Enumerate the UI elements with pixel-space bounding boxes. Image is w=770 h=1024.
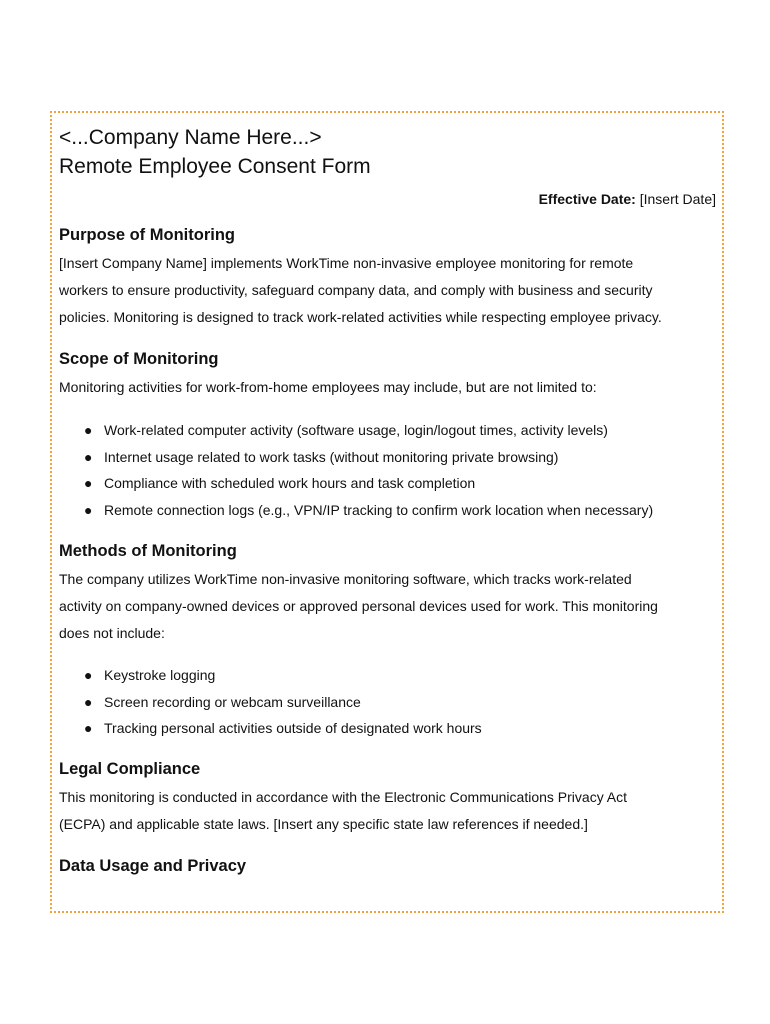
methods-line: The company utilizes WorkTime non-invasive monitoring software, which tracks work-related [59, 571, 632, 587]
bullet-icon: ● [84, 720, 93, 736]
bullet-icon: ● [84, 501, 93, 518]
section-heading-legal: Legal Compliance [59, 759, 201, 778]
methods-line: activity on company-owned devices or approved personal devices used for work. This monitoring [59, 598, 658, 614]
effective-date-label: Effective Date: [538, 191, 636, 207]
scope-list [59, 417, 716, 523]
section-heading-methods: Methods of Monitoring [59, 542, 237, 560]
form-title: Remote Employee Consent Form [59, 155, 371, 178]
purpose-line: policies. Monitoring is designed to track work-related activities while respecting employee privacy. [59, 309, 662, 325]
list-item: ● Remote connection logs (e.g., VPN/IP tracking to confirm work location when necessary) [59, 497, 716, 524]
bullet-icon: ● [84, 693, 93, 710]
purpose-line: [Insert Company Name] implements WorkTime non-invasive employee monitoring for remote [59, 255, 634, 271]
legal-line: This monitoring is conducted in accordance with the Electronic Communications Privacy Act [59, 788, 628, 805]
purpose-paragraph [59, 250, 716, 331]
effective-date-value: [Insert Date] [635, 191, 716, 207]
methods-line: does not include: [59, 625, 165, 641]
scope-intro: Monitoring activities for work-from-home employees may include, but are not limited to: [59, 379, 597, 395]
purpose-line: workers to ensure productivity, safeguard company data, and comply with business and security [59, 282, 653, 298]
legal-line: (ECPA) and applicable state laws. [Insert any specific state law references if needed.] [59, 815, 588, 832]
document-content [59, 123, 716, 877]
list-item: ● Internet usage related to work tasks (without monitoring private browsing) [59, 444, 716, 471]
section-heading-purpose: Purpose of Monitoring [59, 226, 235, 244]
document-page [50, 111, 724, 913]
bullet-icon: ● [84, 475, 93, 491]
bullet-icon: ● [84, 448, 93, 465]
methods-list [59, 662, 716, 742]
section-heading-scope: Scope of Monitoring [59, 350, 219, 368]
section-heading-data-usage: Data Usage and Privacy [59, 856, 247, 875]
bullet-icon: ● [84, 422, 93, 438]
list-item: ● Tracking personal activities outside of designated work hours [59, 715, 716, 742]
bullet-icon: ● [84, 667, 93, 683]
list-item: ● Compliance with scheduled work hours and task completion [59, 470, 716, 497]
list-item: ● Work-related computer activity (software usage, login/logout times, activity levels) [59, 417, 716, 444]
methods-paragraph [59, 566, 716, 647]
effective-date [59, 190, 716, 208]
list-item: ● Screen recording or webcam surveillance [59, 689, 716, 716]
company-name: <...Company Name Here...> [59, 126, 322, 149]
legal-paragraph [59, 784, 716, 838]
list-item: ● Keystroke logging [59, 662, 716, 689]
